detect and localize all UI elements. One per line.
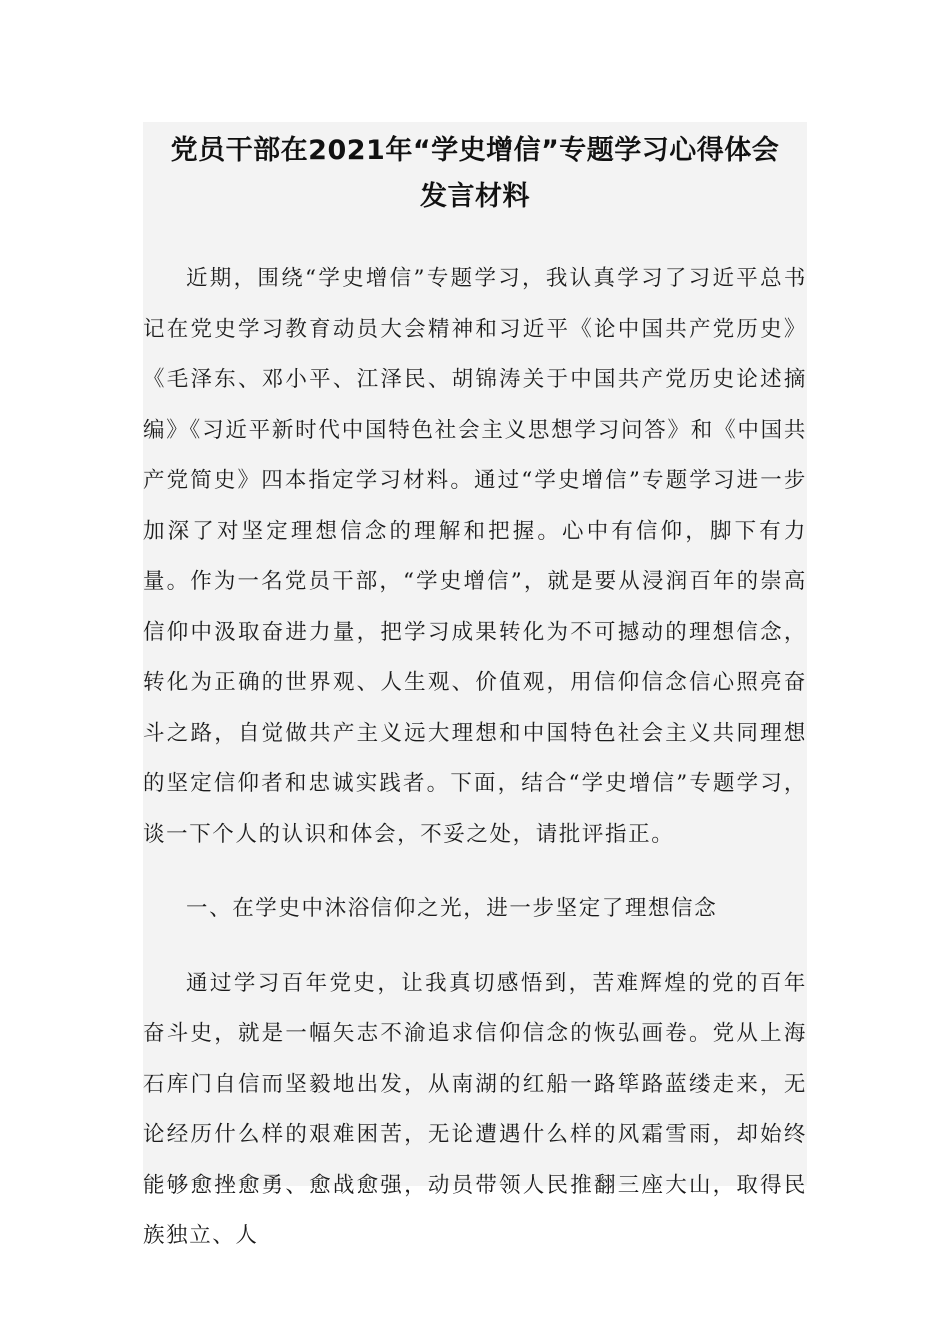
document-page — [143, 122, 807, 1248]
section-heading: 一、在学史中沐浴信仰之光，进一步坚定了理想信念 — [186, 896, 718, 921]
body-paragraph: 通过学习百年党史，让我真切感悟到，苦难辉煌的党的百年奋斗史，就是一幅矢志不渝追求信仰信念的恢弘画卷。党从上海石库门自信而坚毅地出发，从南湖的红船一路筚路蓝缕走来，无论经历什么样的艰难困苦，无论遭遇什么样的风霜雪雨，却始终能够愈挫愈勇、愈战愈强，动员带领人民推翻三座大山，取得民族独立、人 — [143, 970, 807, 1248]
title-line-1: 党员干部在2021年“学史增信”专题学习心得体会 — [170, 135, 780, 166]
document-title — [143, 122, 807, 220]
title-line-2: 发言材料 — [420, 181, 530, 212]
document-body — [143, 254, 807, 1262]
intro-paragraph: 近期，围绕“学史增信”专题学习，我认真学习了习近平总书记在党史学习教育动员大会精神和习近平《论中国共产党历史》《毛泽东、邓小平、江泽民、胡锦涛关于中国共产党历史论述摘编》《习近平新时代中国特色社会主义思想学习问答》和《中国共产党简史》四本指定学习材料。通过“学史增信”专题学习进一步加深了对坚定理想信念的理解和把握。心中有信仰，脚下有力量。作为一名党员干部，“学史增信”，就是要从浸润百年的崇高信仰中汲取奋进力量，把学习成果转化为不可撼动的理想信念，转化为正确的世界观、人生观、价值观，用信仰信念信心照亮奋斗之路，自觉做共产主义远大理想和中国特色社会主义共同理想的坚定信仰者和忠诚实践者。下面，结合“学史增信”专题学习，谈一下个人的认识和体会，不妥之处，请批评指正。 — [143, 266, 807, 847]
